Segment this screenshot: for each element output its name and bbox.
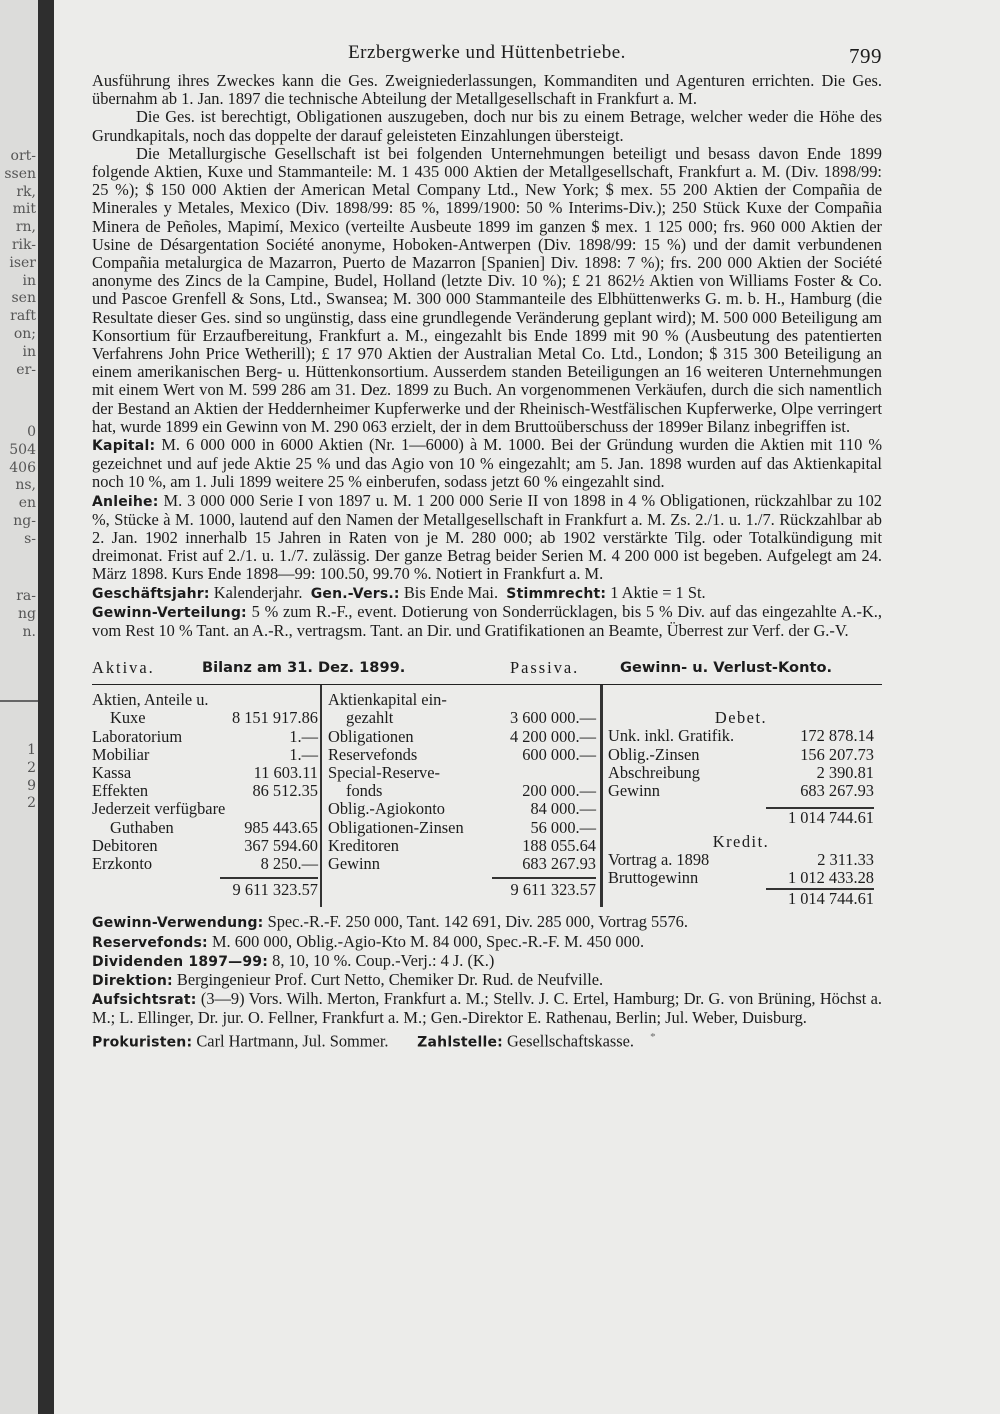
- gutter-fragment: s-: [24, 530, 36, 547]
- passiva-total-row: [328, 881, 596, 899]
- table-row: [328, 691, 596, 709]
- row-value: 56 000.—: [530, 817, 596, 837]
- gutter-fragment: in: [22, 343, 36, 360]
- row-label: Oblig.-Zinsen: [608, 744, 700, 764]
- table-row: [92, 764, 318, 782]
- stimmrecht-label: Stimmrecht:: [506, 585, 607, 602]
- gutter-fragment: 1: [27, 742, 36, 758]
- row-value: 2 390.81: [816, 762, 874, 782]
- prokuristen-text: Carl Hartmann, Jul. Sommer.: [196, 1030, 389, 1050]
- gutter-fragment: rk,: [16, 183, 36, 200]
- gutter-fragment: raft: [10, 308, 36, 325]
- reservefonds-text: M. 600 000, Oblig.-Agio-Kto M. 84 000, Spec.-R.-F. M. 450 000.: [211, 931, 645, 951]
- page-number: 799: [849, 44, 882, 68]
- section-reservefonds: [92, 933, 882, 952]
- row-label: Debitoren: [92, 835, 158, 855]
- aktiva-sum-rule: [220, 877, 318, 878]
- table-row: [328, 728, 596, 746]
- table-row: [92, 837, 318, 855]
- reservefonds-label: Reservefonds:: [92, 934, 208, 951]
- section-geschaeftsjahr: [92, 584, 882, 603]
- gewinn-verwendung-text: Spec.-R.-F. 250 000, Tant. 142 691, Div. 285 000, Vortrag 5576.: [267, 912, 688, 932]
- gutter-fragment: in: [22, 272, 36, 289]
- paragraph-holdings: Die Metallurgische Gesellschaft ist bei folgenden Unternehmungen beteiligt und besass davon Ende 1899 folgende Aktien, Kuxe und Stammanteile: M. 1 435 000 Aktien der Metallgesellschaft, Frankfurt a. M. (Div. 1898/99: 25 %); $ 150 000 Aktien der American Metal Company Ltd., New York; $ mex. 55 200 Aktien der Compañia de Minerales y Metales, Mexico (Div. 1898/99: 85 %, 1899/1900: 50 % Interims-Div.); 250 Stück Kuxe der Compañia Minera de Peñoles, Mapimí, Mexico (verteilte Ausbeute 1899 im ganzen $ mex. 1 125 000; frs. 960 000 Aktien der Usine de Désargentation Société anonyme, Hoboken-Antwerpen (Div. 1898/99: 15 %) und der damit verbundenen Compañia metalurgica de Mazarron, Puerto de Mazarron [Spanien] Div. 1898: 7 %); frs. 200 000 Aktien der Société anonyme des Zincs de la Campine, Budel, Holland (letzte Div. 10 %); £ 21 862½ Aktien von Williams Foster & Co. und Pascoe Grenfell & Sons, Ltd., Swansea; M. 300 000 Stammanteile des Elbhüttenwerks G. m. b. H., Hamburg (die Resultate dieser Ges. sind so ungünstig, dass eine grundlegende Veränderung geplant wird); M. 500 000 Beteiligung am Konsortium für Erzaufbereitung, Frankfurt a. M., eingezahlt bis Ende 1899 mit 90 % (Ausbeutung des patentierten Verfahrens John Price Wetherill); £ 17 970 Aktien der Australian Metal Co. Ltd., London; $ 315 300 Beteiligung an einem amerikanischen Berg- u. Hüttenkonsortium. Ausserdem standen Beteiligungen an 16 weiteren Unternehmungen mit einem Wert von M. 599 286 am 31. Dez. 1899 zu Buch. An vorgenommenen Verkäufen, durch die sich namentlich der Bestand an Aktien der Heddernheimer Kupferwerke und der Rheinisch-Westfälischen Kupferwerke, Olpe verringert hat, wurde 1899 ein Gewinn von M. 290 063 erzielt, der in dem Bruttoüberschuss der 1899er Bilanz inbegriffen ist.: [92, 143, 882, 436]
- debet-heading-text: Debet.: [714, 708, 768, 728]
- section-gewinn-verteilung: [92, 603, 882, 640]
- gutter-fragment: on;: [13, 325, 36, 342]
- bilanz-guv-divider: [600, 685, 603, 907]
- gutter-fragment: 0: [27, 424, 36, 440]
- row-label: Mobiliar: [92, 744, 150, 764]
- section-aufsichtsrat: [92, 990, 882, 1027]
- passiva-sum-rule: [492, 877, 596, 878]
- row-value: 3 600 000.—: [509, 708, 596, 728]
- balance-header: [92, 656, 882, 680]
- gutter-fragment: ng: [18, 605, 36, 622]
- anleihe-label: Anleihe:: [92, 493, 159, 510]
- passiva-label: Passiva.: [510, 658, 580, 678]
- gutter-fragment: 2: [27, 795, 36, 812]
- table-row: [92, 819, 318, 837]
- aufsichtsrat-text: (3—9) Vors. Wilh. Merton, Frankfurt a. M.; Stellv. J. C. Ertel, Hamburg; Dr. G. von Brüning, Höchst a. M.; L. Ellinger, Dr. jur. O. Fellner, Frankfurt a. M.; Gen.-Direktor E. Rathenau, Berlin; Jul. Weber, Duisburg.: [92, 989, 882, 1028]
- row-label: fonds: [346, 781, 383, 801]
- row-label: Gewinn: [328, 853, 380, 873]
- row-label: Kreditoren: [328, 835, 399, 855]
- zahlstelle-label: Zahlstelle:: [417, 1033, 503, 1050]
- kredit-heading: [608, 833, 874, 851]
- paragraph-obligations: Die Ges. ist berechtigt, Obligationen auszugeben, doch nur bis zu einem Betrage, welcher weder die Höhe des Grundkapitals, noch das doppelte der darauf geleisteten Einzahlungen übersteigt.: [92, 107, 882, 145]
- gutter-fragment: iser: [9, 254, 36, 271]
- prokuristen-label: Prokuristen:: [92, 1033, 193, 1050]
- gutter-fragment: ra-: [16, 588, 36, 604]
- guv-title: Gewinn- u. Verlust-Konto.: [620, 659, 833, 677]
- section-gewinn-verwendung: [92, 913, 882, 932]
- gutter-fragment: ns,: [15, 477, 36, 494]
- row-label: Guthaben: [110, 817, 174, 837]
- aktiva-label: Aktiva.: [92, 658, 155, 678]
- aktiva-total: 9 611 323.57: [232, 880, 318, 900]
- anleihe-text: M. 3 000 000 Serie I von 1897 u. M. 1 200 000 Serie II von 1898 in 4 % Obligationen, rückzahlbar zu 102 %, Stücke à M. 1000, lautend auf den Namen der Metallgesellschaft in Frankfurt a. M. Zs. 2./1. u. 1./7. Rückzahlbar ab 2. Jan. 1902 innerhalb 15 Jahren in Raten von je M. 280 000; ab 1902 verstärkte Tilg. oder Totalkündigung mit dreimonat. Frist auf 2./1. u. 1./7. zulässig. Der ganze Betrag beider Serien M. 4 200 000 ist begeben. Aufgelegt am 24. März 1898. Kurs Ende 1898—99: 100.50, 99.70 %. Notiert in Frankfurt a. M.: [92, 490, 882, 584]
- aktiva-passiva-divider: [320, 685, 322, 907]
- page-binding-edge: [38, 0, 54, 1414]
- row-label: Vortrag a. 1898: [608, 849, 710, 869]
- table-row: [608, 782, 874, 800]
- table-row: [328, 782, 596, 800]
- table-row: [328, 764, 596, 782]
- zahlstelle-text: Gesellschaftskasse.: [507, 1030, 635, 1050]
- row-value: 156 207.73: [800, 744, 874, 764]
- table-row: [92, 855, 318, 873]
- row-value: 188 055.64: [522, 835, 596, 855]
- table-row: [92, 728, 318, 746]
- table-row: [608, 764, 874, 782]
- section-dividenden: [92, 952, 882, 971]
- row-label: Kuxe: [110, 708, 146, 728]
- row-label: Kassa: [92, 763, 132, 783]
- dividenden-label: Dividenden 1897—99:: [92, 953, 269, 970]
- gj-text: Kalenderjahr.: [213, 582, 303, 602]
- gutter-fragment: n.: [22, 623, 36, 640]
- gutter-fragment: en: [18, 495, 36, 512]
- gutter-fragment: ssen: [4, 165, 36, 182]
- row-label: Laboratorium: [92, 726, 183, 746]
- table-row: [608, 869, 874, 887]
- gutter-fragment: er-: [16, 361, 36, 378]
- row-value: 200 000.—: [522, 781, 596, 801]
- row-value: 2 311.33: [817, 849, 874, 869]
- table-row: [92, 782, 318, 800]
- table-row: [92, 709, 318, 727]
- row-value: 1 012 433.28: [787, 868, 874, 888]
- page-content: [92, 38, 882, 1051]
- row-value: 84 000.—: [530, 799, 596, 819]
- dividenden-text: 8, 10, 10 %. Coup.-Verj.: 4 J. (K.): [272, 950, 495, 970]
- running-title: Erzbergwerke und Hüttenbetriebe.: [348, 42, 626, 63]
- debet-total: [608, 809, 874, 827]
- gutter-fragment: 406: [9, 459, 36, 476]
- gv-text: Bis Ende Mai.: [403, 582, 499, 602]
- gutter-fragment: ort-: [10, 148, 36, 164]
- gutter-fragment: mit: [12, 201, 36, 218]
- section-direktion: [92, 971, 882, 990]
- row-label: Gewinn: [608, 781, 660, 801]
- row-value: 683 267.93: [800, 781, 874, 801]
- gutter-fragment: 504: [9, 441, 36, 458]
- guv-column: [608, 709, 874, 907]
- row-value: 600 000.—: [522, 744, 596, 764]
- table-row: [92, 691, 318, 709]
- table-row: [608, 746, 874, 764]
- table-row: [92, 746, 318, 764]
- gutter-fragment: ng-: [13, 512, 36, 529]
- section-kapital: [92, 436, 882, 492]
- passiva-total: 9 611 323.57: [510, 880, 596, 900]
- stimmrecht-text: 1 Aktie = 1 St.: [610, 582, 706, 602]
- row-label: Abschreibung: [608, 762, 700, 782]
- row-value: 1.—: [289, 744, 318, 764]
- gutter-fragment: rik-: [11, 236, 36, 253]
- aktiva-total-row: [92, 881, 318, 899]
- row-label: Obligationen: [328, 726, 414, 746]
- row-label: gezahlt: [346, 708, 394, 728]
- gutter-fragments-2: [0, 424, 36, 549]
- kredit-heading-text: Kredit.: [712, 831, 770, 851]
- gutter-fragments-3: [0, 588, 36, 641]
- kapital-text: M. 6 000 000 in 6000 Aktien (Nr. 1—6000) à M. 1000. Bei der Gründung wurden die Aktien mit 110 % gezeichnet und auf jede Aktie 25 % und das Agio von 10 % eingezahlt; am 5. Jan. 1898 wurden auf das Aktienkapital noch 10 %, am 1. Juli 1899 weitere 25 % einberufen, sodass jetzt 60 % eingezahlt sind.: [92, 435, 882, 492]
- gutter-fragment: sen: [11, 290, 36, 307]
- row-label: Obligationen-Zinsen: [328, 817, 464, 837]
- row-value: 4 200 000.—: [509, 726, 596, 746]
- debet-total-value: 1 014 744.61: [787, 807, 874, 827]
- gutter-fragments-1: [0, 148, 36, 379]
- gutter-fragment: 9: [27, 777, 36, 794]
- table-row: [328, 837, 596, 855]
- table-row: [328, 709, 596, 727]
- row-value: 8 250.—: [260, 853, 318, 873]
- gutter-rule: [0, 700, 38, 702]
- table-row: [328, 746, 596, 764]
- row-label: Aktienkapital ein-: [328, 690, 447, 710]
- row-label: Oblig.-Agiokonto: [328, 799, 446, 819]
- row-value: 683 267.93: [522, 853, 596, 873]
- gewinn-verteilung-text: 5 % zum R.-F., event. Dotierung von Sonderrücklagen, bis 5 % Div. auf das eingezahlte A.-K., vom Rest 10 % Tant. an A.-R., vertragsm. Tant. an Dir. und Gratifikationen an Beamte, Überrest zur Verf. der G.-V.: [92, 601, 882, 641]
- gewinn-verwendung-label: Gewinn-Verwendung:: [92, 915, 264, 932]
- gutter-fragment: 2: [27, 759, 36, 776]
- row-label: Effekten: [92, 781, 149, 801]
- footer-sections: [92, 913, 882, 1051]
- gewinn-verteilung-label: Gewinn-Verteilung:: [92, 604, 247, 621]
- bilanz-title: Bilanz am 31. Dez. 1899.: [202, 659, 406, 677]
- section-anleihe: [92, 492, 882, 584]
- row-label: Erzkonto: [92, 853, 153, 873]
- row-label: Bruttogewinn: [608, 868, 699, 888]
- row-value: 11 603.11: [253, 763, 318, 783]
- gutter-fragments-4: [0, 742, 36, 813]
- row-label: Reservefonds: [328, 744, 418, 764]
- row-label: Jederzeit verfügbare: [92, 799, 226, 819]
- direktion-text: Bergingenieur Prof. Curt Netto, Chemiker Dr. Rud. de Neufville.: [176, 969, 604, 989]
- kredit-total-value: 1 014 744.61: [787, 888, 874, 908]
- gv-label: Gen.-Vers.:: [310, 585, 400, 602]
- row-label: Aktien, Anteile u.: [92, 690, 209, 710]
- footnote-mark: *: [650, 1030, 656, 1043]
- passiva-column: [328, 691, 596, 873]
- paragraph-purpose: Ausführung ihres Zweckes kann die Ges. Zweigniederlassungen, Kommanditen und Agenturen errichten. Die Ges. übernahm ab 1. Jan. 1897 die technische Abteilung der Metallgesellschaft in Frankfurt a. M.: [92, 71, 882, 109]
- table-row: [608, 727, 874, 745]
- direktion-label: Direktion:: [92, 972, 173, 989]
- section-prokuristen: [92, 1028, 882, 1052]
- aufsichtsrat-label: Aufsichtsrat:: [92, 992, 197, 1009]
- row-value: 367 594.60: [244, 835, 318, 855]
- table-row: [328, 800, 596, 818]
- row-value: 86 512.35: [252, 781, 318, 801]
- row-value: 172 878.14: [800, 726, 874, 746]
- row-label: Unk. inkl. Gratifik.: [608, 726, 735, 746]
- table-row: [328, 855, 596, 873]
- table-row: [608, 851, 874, 869]
- row-value: 985 443.65: [244, 817, 318, 837]
- gj-label: Geschäftsjahr:: [92, 585, 210, 602]
- row-value: 8 151 917.86: [231, 708, 318, 728]
- gutter-fragment: rn,: [15, 219, 36, 236]
- row-value: 1.—: [289, 726, 318, 746]
- running-header: [92, 38, 882, 72]
- table-row: [328, 819, 596, 837]
- kredit-total: [608, 890, 874, 908]
- kapital-label: Kapital:: [92, 438, 156, 455]
- aktiva-column: [92, 691, 318, 873]
- balance-tables: [92, 684, 882, 907]
- row-label: Special-Reserve-: [328, 763, 440, 783]
- table-row: [92, 800, 318, 818]
- debet-heading: [608, 709, 874, 727]
